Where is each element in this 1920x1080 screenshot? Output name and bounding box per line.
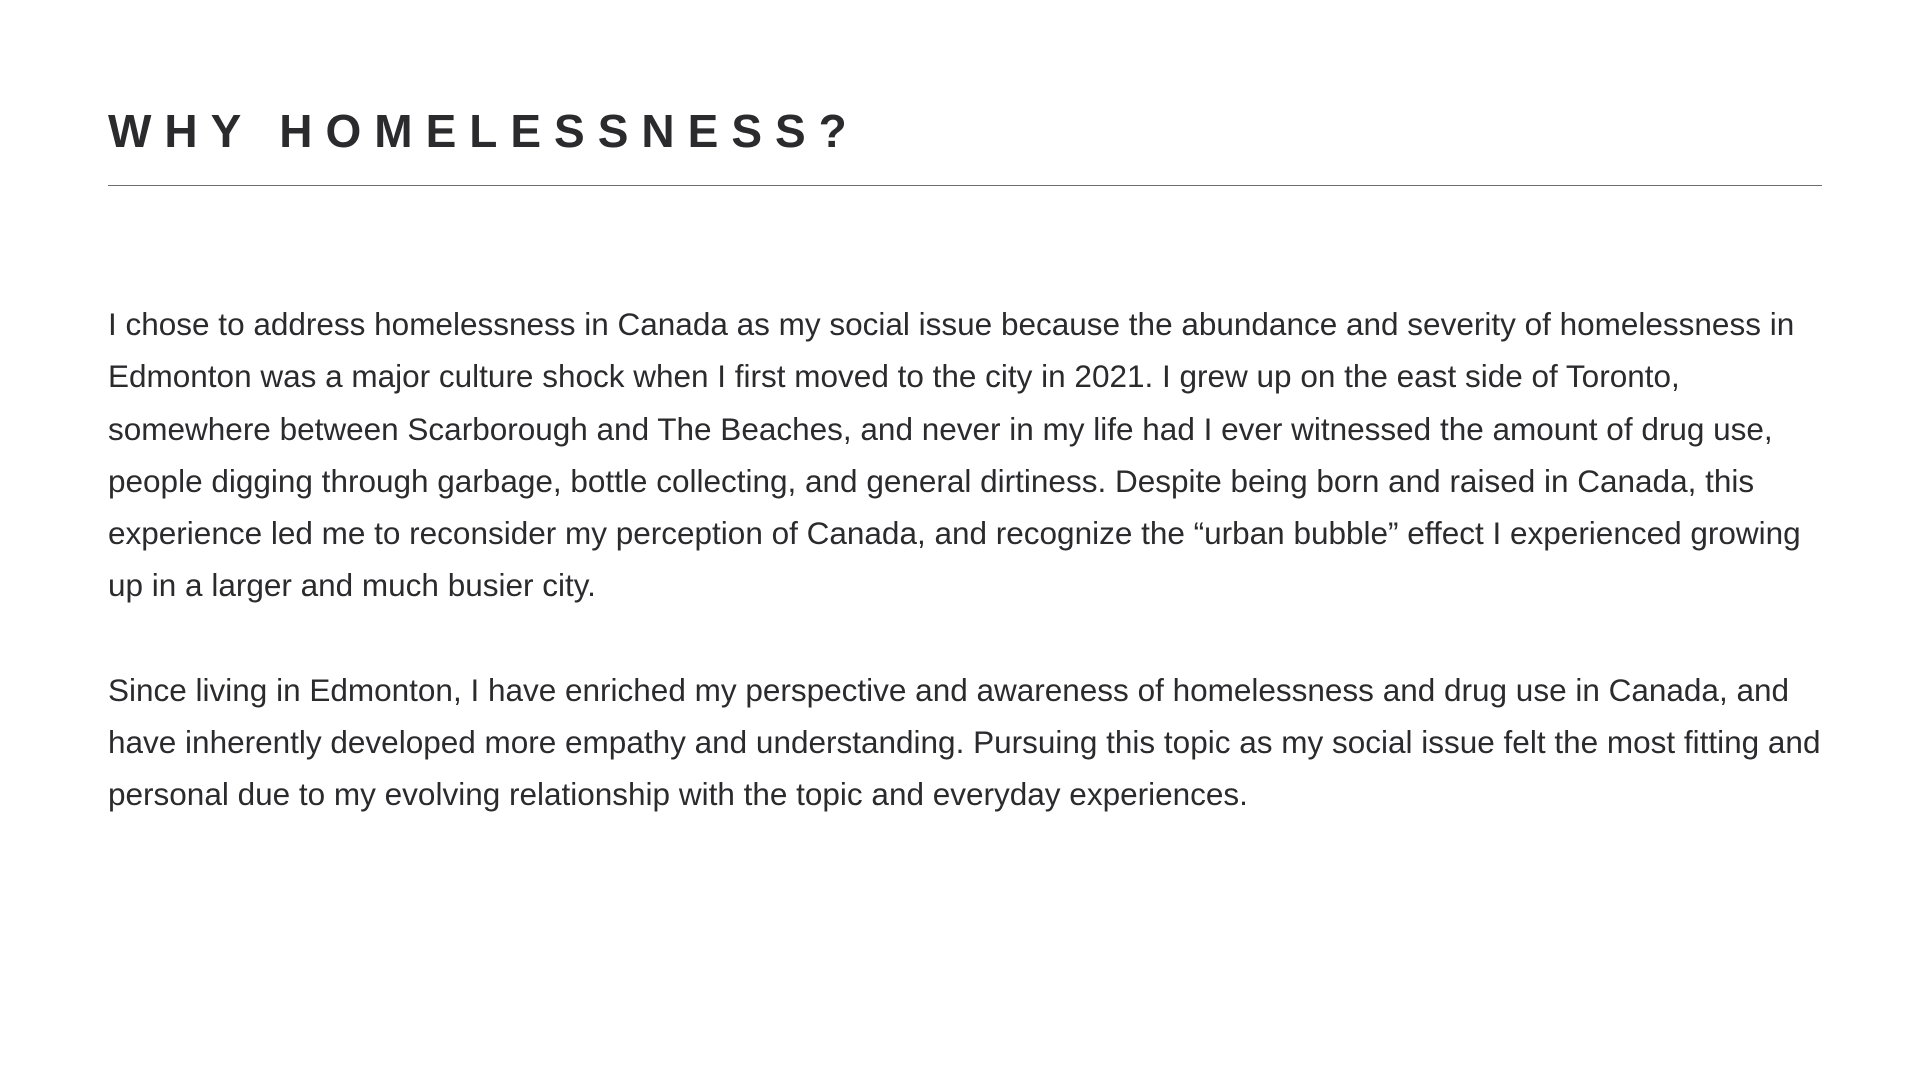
- title-divider: [108, 185, 1822, 186]
- paragraph-2: Since living in Edmonton, I have enriched my perspective and awareness of homelessness and drug use in Canada, and have inherently developed more empathy and understanding. Pursuing this topic as my social issue felt the most fitting and personal due to my evolving relationship with the topic and everyday experiences.: [108, 671, 1821, 813]
- paragraph-1: I chose to address homelessness in Canada as my social issue because the abundance and severity of homelessness in Edmonton was a major culture shock when I first moved to the city in 2021. I grew up on the east side of Toronto, somewhere between Scarborough and The Beaches, and never in my life had I ever witnessed the amount of drug use, people digging through garbage, bottle collecting, and general dirtiness. Despite being born and raised in Canada, this experience led me to reconsider my perception of Canada, and recognize the “urban bubble” effect I experienced growing up in a larger and much busier city.: [108, 306, 1801, 604]
- slide-title: WHY HOMELESSNESS?: [108, 105, 860, 157]
- body-text: [108, 298, 1828, 821]
